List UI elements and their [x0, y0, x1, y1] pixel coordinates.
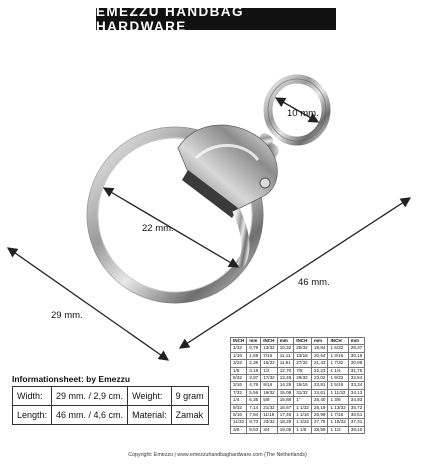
conversion-cell: 0,79 — [247, 345, 261, 352]
width-label: Width: — [13, 387, 52, 406]
inner-dimension-label: 22 mm. — [142, 223, 174, 234]
conversion-row — [231, 426, 365, 433]
conversion-header-cell: INCH — [328, 338, 348, 345]
conversion-header-cell: mm — [348, 338, 365, 345]
conversion-cell: 34,93 — [348, 397, 365, 404]
length-value: 46 mm. / 4,6 cm. — [52, 406, 128, 425]
conversion-cell: 4,76 — [247, 382, 261, 389]
conversion-cell: 15,08 — [277, 389, 294, 396]
conversion-row — [231, 419, 365, 426]
conversion-cell: 30,96 — [348, 360, 365, 367]
conversion-cell: 30,16 — [348, 352, 365, 359]
length-dimension-line — [180, 198, 410, 348]
spring-gate — [178, 125, 277, 266]
length-label: Length: — [13, 406, 52, 425]
conversion-cell: 25/32 — [294, 345, 312, 352]
conversion-cell: 13/32 — [261, 345, 278, 352]
conversion-row — [231, 367, 365, 374]
conversion-header-row — [231, 338, 365, 345]
conversion-row — [231, 389, 365, 396]
conversion-cell: 3,18 — [247, 367, 261, 374]
conversion-row — [231, 375, 365, 382]
conversion-cell: 1 7/32 — [328, 360, 348, 367]
conversion-cell: 8,73 — [247, 419, 261, 426]
conversion-cell: 32,54 — [348, 375, 365, 382]
conversion-cell: 23,02 — [311, 375, 328, 382]
conversion-cell: 36,51 — [348, 412, 365, 419]
conversion-cell: 1 3/32 — [294, 419, 312, 426]
weight-label: Weight: — [128, 387, 172, 406]
conversion-cell: 13,49 — [277, 375, 294, 382]
conversion-cell: 3,97 — [247, 375, 261, 382]
conversion-cell: 24,61 — [311, 389, 328, 396]
conversion-row — [231, 412, 365, 419]
conversion-row — [231, 404, 365, 411]
swivel-dimension-label: 10 mm. — [287, 108, 319, 119]
length-dimension-label: 46 mm. — [298, 277, 330, 288]
conversion-cell: 26,99 — [311, 412, 328, 419]
conversion-cell: 9,53 — [247, 426, 261, 433]
info-table — [12, 386, 209, 425]
conversion-cell: 1 3/16 — [328, 352, 348, 359]
conversion-cell: 1 13/32 — [328, 404, 348, 411]
conversion-cell: 10,32 — [277, 345, 294, 352]
conversion-header-cell: INCH — [261, 338, 278, 345]
info-title: Informationsheet: by Emezzu — [12, 374, 131, 384]
conversion-cell: 34,13 — [348, 389, 365, 396]
conversion-cell: 20,64 — [311, 352, 328, 359]
conversion-cell: 2,38 — [247, 360, 261, 367]
conversion-cell: 15/16 — [294, 382, 312, 389]
conversion-cell: 15,88 — [277, 397, 294, 404]
conversion-cell: 5/16 — [231, 412, 247, 419]
conversion-cell: 9/16 — [261, 382, 278, 389]
conversion-cell: 27/32 — [294, 360, 312, 367]
conversion-header-cell: mm — [277, 338, 294, 345]
conversion-cell: 1/32 — [231, 345, 247, 352]
conversion-row — [231, 397, 365, 404]
width-dimension-line — [8, 248, 168, 360]
conversion-cell: 37,31 — [348, 419, 365, 426]
conversion-cell: 25,40 — [311, 397, 328, 404]
conversion-cell: 17/32 — [261, 375, 278, 382]
conversion-cell: 23,81 — [311, 382, 328, 389]
conversion-cell: 33,34 — [348, 382, 365, 389]
conversion-cell: 29,37 — [348, 345, 365, 352]
conversion-header-cell: INCH — [294, 338, 312, 345]
conversion-cell: 1 1/2 — [328, 426, 348, 433]
conversion-cell: 15/32 — [261, 360, 278, 367]
conversion-header-cell: mm — [247, 338, 261, 345]
conversion-cell: 1 5/16 — [328, 382, 348, 389]
conversion-cell: 29/32 — [294, 375, 312, 382]
conversion-cell: 1/4 — [231, 397, 247, 404]
conversion-cell: 1 1/16 — [294, 412, 312, 419]
weight-value: 9 gram — [171, 387, 208, 406]
conversion-cell: 5/8 — [261, 397, 278, 404]
conversion-header-cell: mm — [311, 338, 328, 345]
conversion-cell: 1/16 — [231, 352, 247, 359]
width-dimension-label: 29 mm. — [51, 310, 83, 321]
conversion-cell: 21,43 — [311, 360, 328, 367]
conversion-cell: 6,35 — [247, 397, 261, 404]
conversion-cell: 11/16 — [261, 412, 278, 419]
conversion-cell: 31,75 — [348, 367, 365, 374]
conversion-cell: 1" — [294, 397, 312, 404]
conversion-cell: 1 1/32 — [294, 404, 312, 411]
conversion-cell: 3/4 — [261, 426, 278, 433]
conversion-cell: 12,70 — [277, 367, 294, 374]
conversion-cell: 11,11 — [277, 352, 294, 359]
conversion-row — [231, 352, 365, 359]
material-label: Material: — [128, 406, 172, 425]
conversion-cell: 27,78 — [311, 419, 328, 426]
width-value: 29 mm. / 2,9 cm. — [52, 387, 128, 406]
conversion-cell: 1 1/4 — [328, 367, 348, 374]
info-row — [13, 387, 209, 406]
conversion-cell: 5,56 — [247, 389, 261, 396]
conversion-cell: 1 11/32 — [328, 389, 348, 396]
conversion-table — [230, 337, 365, 434]
conversion-cell: 18,26 — [277, 419, 294, 426]
conversion-cell: 28,58 — [311, 426, 328, 433]
conversion-header-cell: INCH — [231, 338, 247, 345]
conversion-cell: 14,29 — [277, 382, 294, 389]
material-value: Zamak — [171, 406, 208, 425]
conversion-cell: 1 15/32 — [328, 419, 348, 426]
conversion-row — [231, 345, 365, 352]
conversion-cell: 9/32 — [231, 404, 247, 411]
conversion-cell: 3/8 — [231, 426, 247, 433]
conversion-cell: 1 7/16 — [328, 412, 348, 419]
conversion-cell: 38,10 — [348, 426, 365, 433]
conversion-cell: 1 3/8 — [328, 397, 348, 404]
conversion-row — [231, 360, 365, 367]
conversion-cell: 1/2 — [261, 367, 278, 374]
conversion-cell: 11,91 — [277, 360, 294, 367]
conversion-cell: 26,19 — [311, 404, 328, 411]
conversion-cell: 1 9/32 — [328, 375, 348, 382]
conversion-cell: 1 1/8 — [294, 426, 312, 433]
conversion-cell: 7,94 — [247, 412, 261, 419]
conversion-cell: 1/8 — [231, 367, 247, 374]
conversion-cell: 16,67 — [277, 404, 294, 411]
conversion-cell: 19,05 — [277, 426, 294, 433]
conversion-cell: 21/32 — [261, 404, 278, 411]
brand-title: EMEZZU HANDBAG HARDWARE — [96, 4, 244, 34]
conversion-cell: 31/32 — [294, 389, 312, 396]
conversion-cell: 1,59 — [247, 352, 261, 359]
copyright-text: Copyright: Emezzu | www.emezzuhandbaghardware.com (The Netherlands) — [128, 452, 307, 458]
conversion-cell: 7/32 — [231, 389, 247, 396]
conversion-cell: 19,84 — [311, 345, 328, 352]
conversion-cell: 13/16 — [294, 352, 312, 359]
conversion-cell: 22,23 — [311, 367, 328, 374]
conversion-cell: 7,14 — [247, 404, 261, 411]
conversion-cell: 17,46 — [277, 412, 294, 419]
conversion-cell: 7/16 — [261, 352, 278, 359]
conversion-cell: 23/32 — [261, 419, 278, 426]
conversion-cell: 1 5/32 — [328, 345, 348, 352]
conversion-cell: 19/32 — [261, 389, 278, 396]
conversion-cell: 7/8 — [294, 367, 312, 374]
info-row — [13, 406, 209, 425]
conversion-cell: 35,72 — [348, 404, 365, 411]
conversion-cell: 3/32 — [231, 360, 247, 367]
conversion-cell: 11/32 — [231, 419, 247, 426]
conversion-cell: 5/32 — [231, 375, 247, 382]
conversion-row — [231, 382, 365, 389]
conversion-cell: 3/16 — [231, 382, 247, 389]
